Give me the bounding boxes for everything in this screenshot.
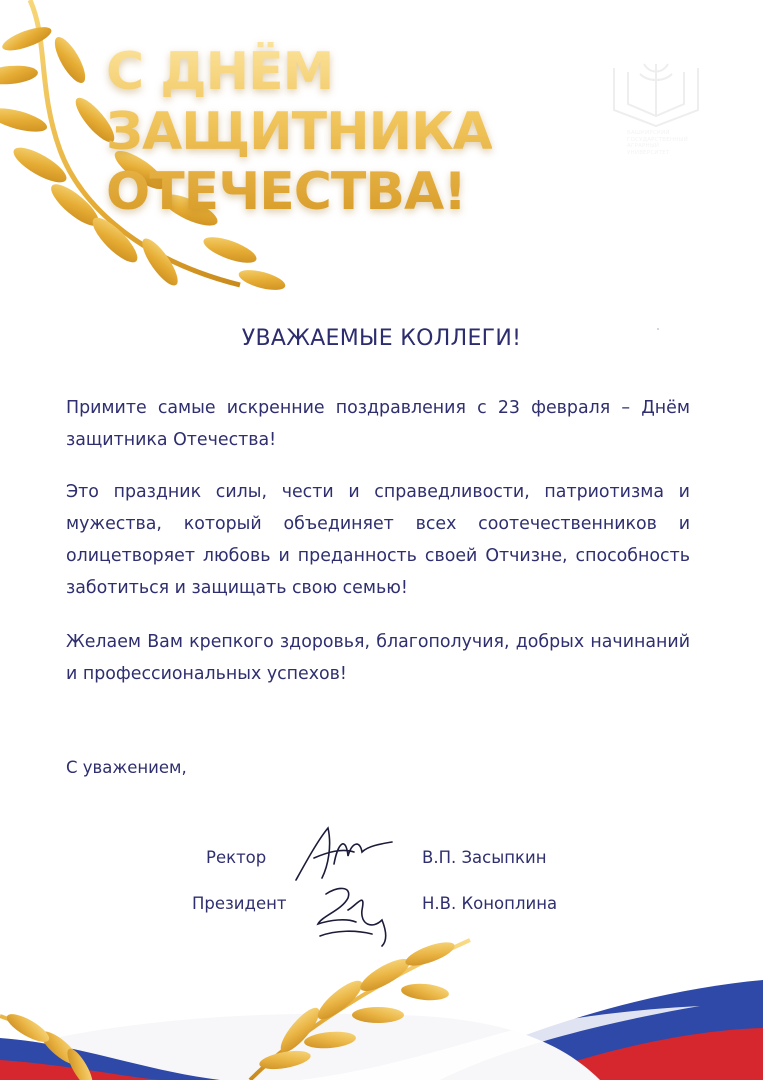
- paragraph-wishes: Желаем Вам крепкого здоровья, благополучия, добрых начинаний и профессиональных успехов!: [66, 632, 690, 684]
- title-line-2: ЗАЩИТНИКА: [106, 102, 492, 162]
- rector-signature-icon: [288, 822, 398, 888]
- president-name: Н.В. Коноплина: [422, 894, 558, 913]
- title-line-1: С ДНЁМ: [106, 42, 334, 102]
- page-title: [106, 42, 492, 222]
- russian-flag-wave-icon: [0, 920, 763, 1080]
- greeting-heading: УВАЖАЕМЫЕ КОЛЛЕГИ!: [241, 326, 522, 351]
- paragraph-congratulation: Примите самые искренние поздравления с 23 февраля – Днём защитника Отечества!: [66, 398, 690, 450]
- rector-name: В.П. Засыпкин: [422, 848, 547, 867]
- logo-caption: БАШКИРСКИЙ ГОСУДАРСТВЕННЫЙ АГРАРНЫЙ УНИВЕРСИТЕТ: [627, 130, 688, 156]
- paragraph-holiday-meaning: Это праздник силы, чести и справедливости, патриотизма и мужества, который объединяет всех соотечественников и олицетворяет любовь и преданность своей Отчизне, способность заботиться и защищать свою семью!: [66, 482, 690, 598]
- president-role: Президент: [192, 894, 287, 913]
- title-line-3: ОТЕЧЕСТВА!: [106, 162, 466, 222]
- regards-text: С уважением,: [66, 758, 187, 777]
- rector-role: Ректор: [206, 848, 267, 867]
